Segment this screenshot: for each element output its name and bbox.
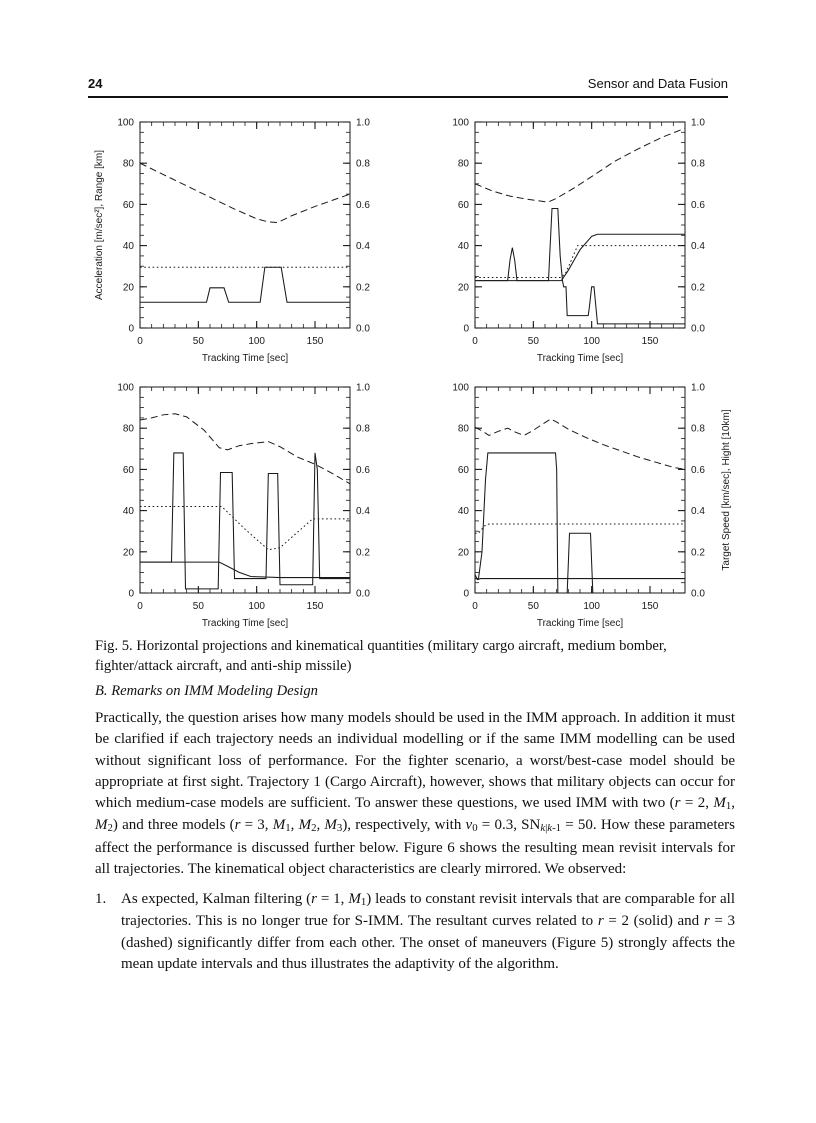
- plot-frame: [475, 387, 685, 593]
- y-tick-label-right: 0.2: [691, 282, 705, 294]
- panel-2-svg: [423, 110, 738, 368]
- y-tick-label: 80: [122, 158, 134, 170]
- y-tick-label-right: 1.0: [691, 382, 705, 394]
- section-heading: B. Remarks on IMM Modeling Design: [95, 683, 318, 699]
- y-tick-label-right: 0.6: [691, 199, 705, 211]
- y-tick-label: 40: [457, 506, 469, 518]
- series-range: [140, 414, 350, 484]
- x-tick-label: 150: [306, 601, 324, 612]
- y-tick-label-right: 0.0: [356, 323, 370, 335]
- y-tick-label-right: 0.4: [356, 506, 370, 518]
- x-axis-label: Tracking Time [sec]: [201, 618, 289, 629]
- x-tick-label: 100: [583, 336, 601, 347]
- y-tick-label-right: 0.6: [356, 199, 370, 211]
- x-tick-label: 50: [192, 336, 204, 347]
- y-tick-label: 20: [122, 547, 134, 559]
- x-tick-label: 0: [137, 336, 143, 347]
- y-tick-label-right: 0.4: [691, 506, 705, 518]
- y-tick-label: 100: [452, 117, 469, 129]
- y-tick-label: 20: [457, 282, 469, 294]
- series-acceleration: [475, 209, 685, 324]
- figure-5: [88, 110, 738, 630]
- x-tick-label: 150: [306, 336, 324, 347]
- header-rule: [88, 96, 728, 98]
- x-tick-label: 150: [641, 601, 659, 612]
- plot-frame: [140, 122, 350, 328]
- y-tick-label-right: 0.0: [691, 323, 705, 335]
- y-tick-label-right: 0.8: [691, 158, 705, 170]
- figure-caption: Fig. 5. Horizontal projections and kinematical quantities (military cargo aircraft, medium bomber, fighter/attack aircraft, and anti-ship missile): [95, 638, 667, 674]
- series-range: [475, 419, 685, 469]
- y-tick-label: 0: [463, 588, 469, 600]
- y-tick-label: 60: [122, 199, 134, 211]
- list-item: [95, 889, 735, 975]
- running-title: Sensor and Data Fusion: [587, 76, 728, 91]
- y-tick-label-right: 0.2: [356, 282, 370, 294]
- y-tick-label-right: 0.2: [356, 547, 370, 559]
- x-tick-label: 50: [527, 601, 539, 612]
- y-tick-label: 0: [128, 588, 134, 600]
- y-tick-label: 20: [457, 547, 469, 559]
- y-tick-label-right: 0.0: [356, 588, 370, 600]
- series-range: [475, 128, 685, 202]
- y-tick-label: 20: [122, 282, 134, 294]
- y-tick-label: 80: [457, 158, 469, 170]
- page-number: 24: [88, 76, 103, 91]
- plot-panel-1: [88, 110, 403, 368]
- x-tick-label: 50: [192, 601, 204, 612]
- y-tick-label-right: 0.2: [691, 547, 705, 559]
- panel-3-svg: [88, 375, 403, 633]
- x-axis-label: Tracking Time [sec]: [536, 353, 624, 364]
- series-acceleration: [140, 267, 350, 302]
- y-tick-label-right: 0.4: [356, 241, 370, 253]
- series-speed-ramp: [475, 234, 685, 280]
- y-tick-label: 40: [122, 241, 134, 253]
- x-tick-label: 0: [137, 601, 143, 612]
- y-tick-label: 100: [117, 117, 134, 129]
- x-tick-label: 50: [527, 336, 539, 347]
- y-tick-label: 0: [463, 323, 469, 335]
- y-tick-label: 80: [122, 423, 134, 435]
- panel-4-svg: [423, 375, 738, 633]
- series-acceleration: [140, 453, 350, 589]
- x-axis-label: Tracking Time [sec]: [201, 353, 289, 364]
- y-tick-label: 100: [117, 382, 134, 394]
- y-tick-label-right: 0.8: [691, 423, 705, 435]
- body-paragraph: Practically, the question arises how many models should be used in the IMM approach. In addition it must be clarified if each trajectory needs an individual modelling or if the same IMM modelling can be used without significant loss of performance. For the fighter scenario, a worst/best-case model should be appropriate at first sight. Trajectory 1 (Cargo Aircraft), however, shows that military objects can occur for which medium-case models are sufficient. To answer these questions, we used IMM with two (r = 2, $M_1$, $M_2$) and three models (r = 3, $M_1$, $M_2$, $M_3$), respectively, with $v_0 = 0.3$, $SN_{k|k-1} = 50$. How these parameters affect the performance is discussed further below. Figure 6 shows the resulting mean revisit intervals for all trajectories. The kinematical object characteristics are clearly mirrored. We observed:: [95, 710, 735, 878]
- y-tick-label-right: 1.0: [356, 117, 370, 129]
- x-axis-label: Tracking Time [sec]: [536, 618, 624, 629]
- y-tick-label-right: 1.0: [691, 117, 705, 129]
- y-tick-label: 60: [122, 464, 134, 476]
- list-item-number: 1.: [95, 891, 107, 907]
- y-tick-label-right: 0.6: [356, 464, 370, 476]
- y-tick-label-right: 0.6: [691, 464, 705, 476]
- plot-frame: [475, 122, 685, 328]
- y-axis-label: Acceleration [m/sec²], Range [km]: [94, 149, 105, 301]
- x-tick-label: 150: [641, 336, 659, 347]
- series-acceleration: [475, 574, 685, 579]
- y-tick-label-right: 0.0: [691, 588, 705, 600]
- y-tick-label-right: 0.8: [356, 423, 370, 435]
- y-tick-label: 40: [457, 241, 469, 253]
- plot-panel-3: [88, 375, 403, 633]
- y-tick-label: 60: [457, 199, 469, 211]
- y-tick-label-right: 0.4: [691, 241, 705, 253]
- y-tick-label: 100: [452, 382, 469, 394]
- panel-1-svg: [88, 110, 403, 368]
- x-tick-label: 100: [248, 601, 266, 612]
- series-threshold-dotted: [475, 524, 685, 533]
- x-tick-label: 100: [248, 336, 266, 347]
- x-tick-label: 0: [472, 336, 478, 347]
- x-tick-label: 100: [583, 601, 601, 612]
- series-speed: [140, 562, 350, 577]
- y-tick-label: 60: [457, 464, 469, 476]
- plot-panel-4: [423, 375, 738, 633]
- y-tick-label: 0: [128, 323, 134, 335]
- y-tick-label-right: 0.8: [356, 158, 370, 170]
- y-tick-label-right: 1.0: [356, 382, 370, 394]
- numbered-list: [95, 889, 735, 975]
- series-speed-profile: [475, 453, 685, 593]
- y-axis-label-right: Target Speed [km/sec], Hight [10km]: [721, 409, 732, 571]
- series-range: [140, 163, 350, 222]
- y-tick-label: 80: [457, 423, 469, 435]
- list-item-text: As expected, Kalman filtering (r = 1, $M_1$) leads to constant revisit intervals that are comparable for all trajectories. This is no longer true for S-IMM. The resultant curves related to r = 2 (solid) and r = 3 (dashed) significantly differ from each other. The onset of maneuvers (Figure 5) strongly affects the mean update intervals and thus illustrates the adaptivity of the algorithm.: [121, 891, 735, 972]
- y-tick-label: 40: [122, 506, 134, 518]
- page-header: [88, 76, 728, 100]
- x-tick-label: 0: [472, 601, 478, 612]
- plot-panel-2: [423, 110, 738, 368]
